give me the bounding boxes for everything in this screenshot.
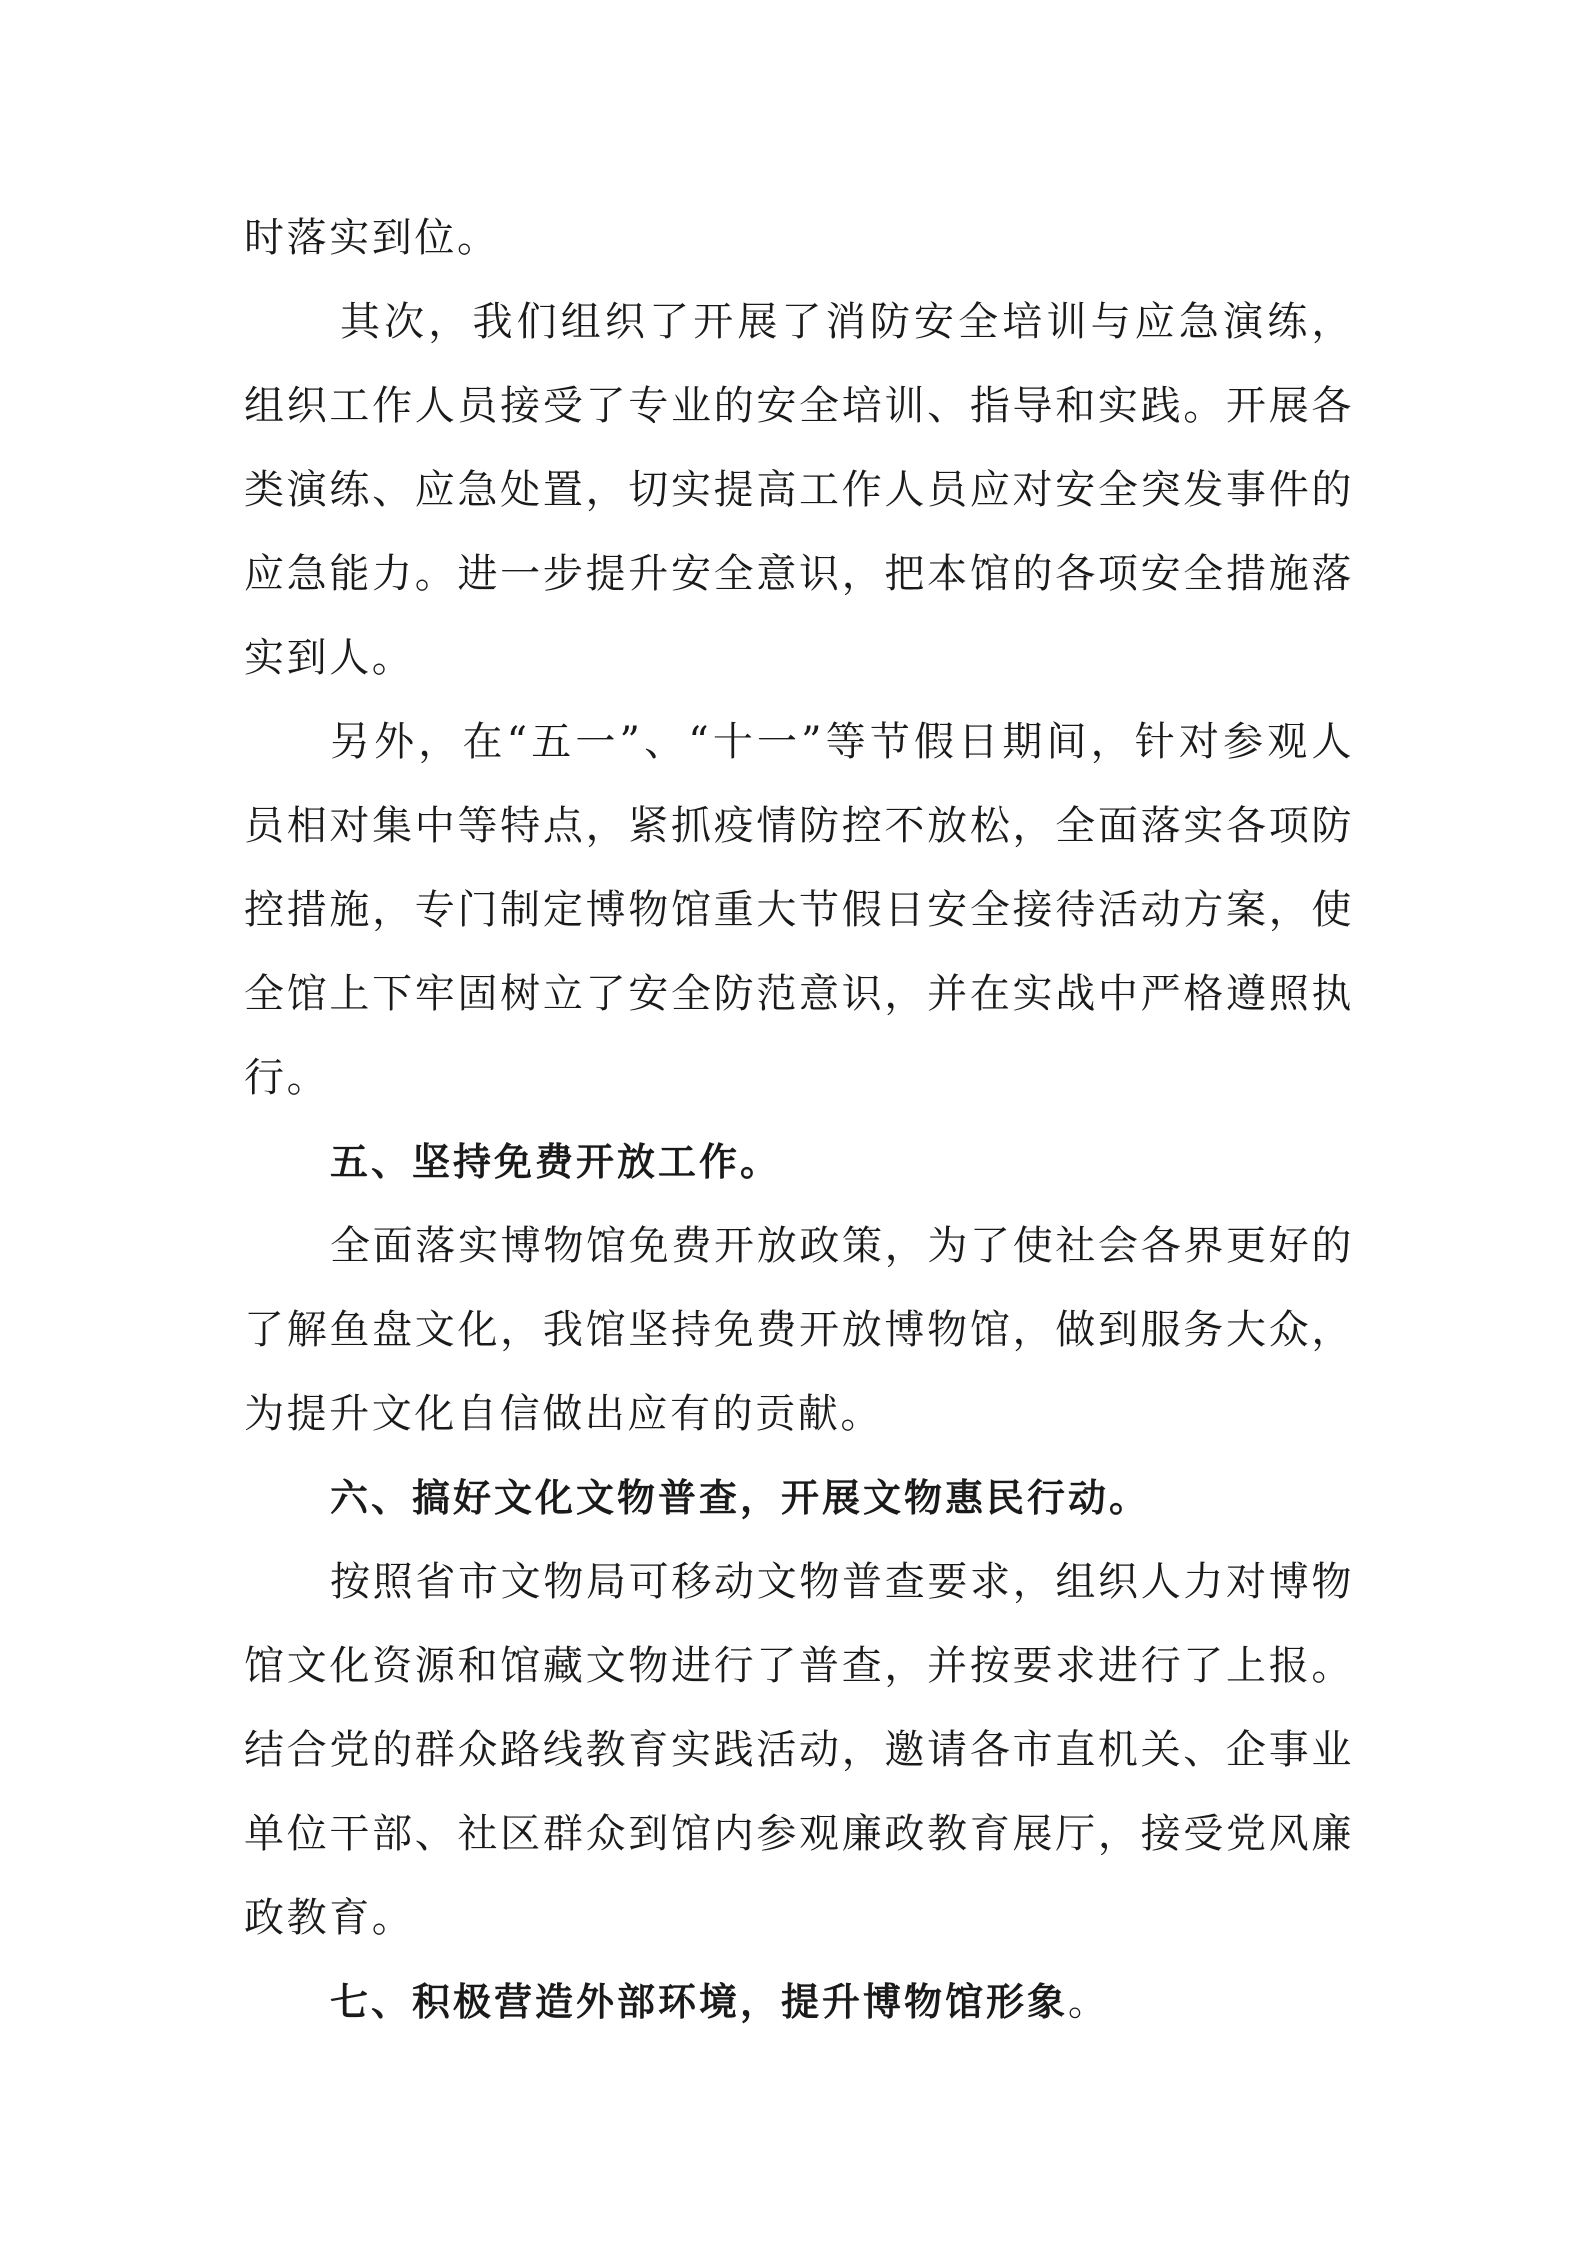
paragraph-cultural-census: 按照省市文物局可移动文物普查要求，组织人力对博物馆文化资源和馆藏文物进行了普查，并按要求进行了上报。结合党的群众路线教育实践活动，邀请各市直机关、企事业单位干部、社区群众到馆内参观廉政教育展厅，接受党风廉政教育。 <box>244 1559 1354 1941</box>
document-body <box>244 196 1354 2044</box>
heading-section-7-period: 。 <box>1068 1980 1110 2024</box>
heading-section-7-text: 七、积极营造外部环境，提升博物馆形象 <box>330 1980 1069 2024</box>
paragraph-free-opening: 全面落实博物馆免费开放政策，为了使社会各界更好的了解鱼盘文化，我馆坚持免费开放博物馆，做到服务大众，为提升文化自信做出应有的贡献。 <box>244 1223 1354 1437</box>
paragraph-fire-safety-training: 其次，我们组织了开展了消防安全培训与应急演练，组织工作人员接受了专业的安全培训、指导和实践。开展各类演练、应急处置，切实提高工作人员应对安全突发事件的应急能力。进一步提升安全意识，把本馆的各项安全措施落实到人。 <box>244 299 1354 681</box>
heading-section-5: 五、坚持免费开放工作。 <box>330 1140 782 1184</box>
heading-section-7 <box>244 1960 1354 2044</box>
paragraph-holiday-safety: 另外，在“五一”、“十一”等节假日期间，针对参观人员相对集中等特点，紧抓疫情防控不放松，全面落实各项防控措施，专门制定博物馆重大节假日安全接待活动方案，使全馆上下牢固树立了安全防范意识，并在实战中严格遵照执行。 <box>244 719 1354 1101</box>
heading-section-6: 六、搞好文化文物普查，开展文物惠民行动。 <box>330 1476 1151 1520</box>
paragraph-continuation: 时落实到位。 <box>244 215 500 261</box>
